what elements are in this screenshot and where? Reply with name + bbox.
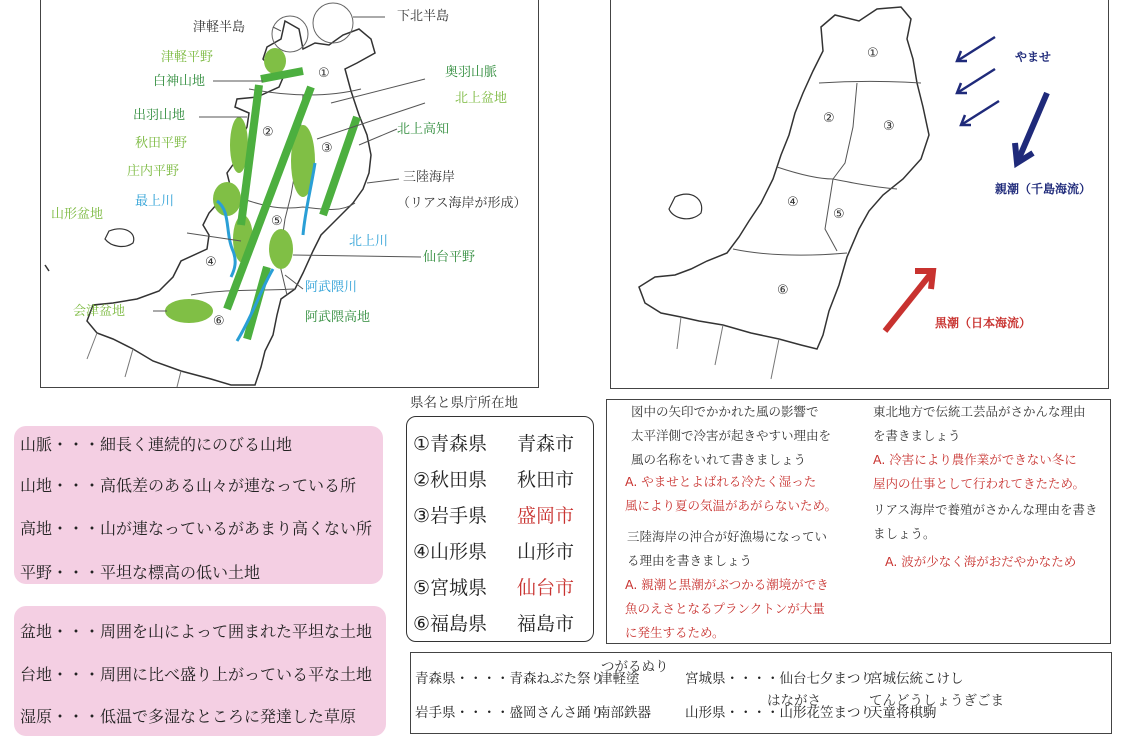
label-sendai-plain: 仙台平野 [423, 250, 476, 265]
pref-name: ①青森県 [413, 433, 488, 455]
label-kuroshio: 黒潮（日本海流） [935, 316, 1032, 330]
answer-yamase: A. やませとよばれる冷たく湿った 風により夏の気温があがらないため。 [625, 474, 838, 513]
ruby-tsugarunuri: つがるぬり [601, 659, 669, 675]
terms-panel-2 [14, 606, 386, 736]
right-map-num-6: ⑥ [777, 283, 789, 298]
pref-name: ⑤宮城県 [413, 577, 488, 599]
left-map-num-3: ③ [321, 141, 333, 156]
label-yamase: やませ [1015, 50, 1052, 64]
festivals-crafts-box [410, 652, 1112, 734]
term-row: 湿原・・・低温で多湿なところに発達した草原 [20, 707, 357, 726]
question-crafts: 東北地方で伝統工芸品がさかんな理由 を書きましょう [873, 404, 1086, 443]
left-map-num-4: ④ [205, 255, 217, 270]
term-row: 高地・・・山が連なっているがあまり高くない所 [20, 519, 373, 538]
answer-aquaculture: A. 波が少なく海がおだやかなため [885, 554, 1077, 569]
pref-capital: 山形市 [517, 541, 575, 563]
label-oyashio: 親潮（千島海流） [995, 182, 1092, 196]
shimokita-peninsula-circle [313, 3, 353, 43]
question-aquaculture: リアス海岸で養殖がさかんな理由を書き ましょう。 [873, 502, 1098, 541]
shonai-plain-mark [213, 182, 241, 216]
right-map-num-3: ③ [883, 119, 895, 134]
label-abukuma-river: 阿武隈川 [305, 280, 358, 295]
label-shimokita-peninsula: 下北半島 [397, 9, 450, 24]
term-row: 台地・・・周囲に比べ盛り上がっている平な土地 [20, 665, 373, 684]
sendai-plain-mark [269, 229, 293, 269]
tsugaru-plain-mark [264, 48, 286, 74]
label-aizu-basin: 会津盆地 [73, 304, 126, 319]
label-abukuma-highlands: 阿武隈高地 [305, 310, 371, 325]
term-row: 山地・・・高低差のある山々が連なっている所 [20, 476, 357, 495]
label-sanriku-coast: 三陸海岸 [403, 170, 456, 185]
label-kitakami-highlands: 北上高知 [397, 122, 450, 137]
ruby-hanagasa: はながさ [767, 693, 821, 709]
right-map-num-2: ② [823, 111, 835, 126]
question-yamase: 図中の矢印でかかれた風の影響で 太平洋側で冷害が起きやすい理由を 風の名称をいれて書きましょう [631, 404, 832, 467]
terms-panel-1 [14, 426, 383, 584]
festival-yamagata: 山形県・・・・山形花笠まつり [685, 705, 874, 721]
question-sanriku: 三陸海岸の沖合が好漁場になってい る理由を書きましょう [627, 529, 828, 568]
left-map-num-2: ② [262, 125, 274, 140]
label-akita-plain: 秋田平野 [135, 136, 188, 151]
label-dewa-mountains: 出羽山地 [133, 108, 186, 123]
oyashio-arrow [1015, 93, 1047, 163]
right-map-num-4: ④ [787, 195, 799, 210]
pref-capital: 福島市 [517, 613, 575, 635]
aizu-basin-mark [165, 299, 213, 323]
pref-capital: 秋田市 [517, 469, 575, 491]
festival-iwate: 岩手県・・・・盛岡さんさ踊り [415, 705, 604, 721]
craft-nanbu-tekki: 南部鉄器 [597, 705, 651, 721]
right-map-num-5: ⑤ [833, 207, 845, 222]
pref-name: ⑥福島県 [413, 613, 488, 635]
label-sanriku-note: （リアス海岸が形成） [397, 196, 527, 211]
craft-tsugarunuri: 津軽塗 [599, 671, 640, 687]
pref-name: ②秋田県 [413, 469, 488, 491]
label-mogami-river: 最上川 [135, 194, 175, 209]
label-ou-mountains: 奥羽山脈 [445, 65, 498, 80]
right-map-num-1: ① [867, 46, 879, 61]
left-map-frame [40, 0, 539, 388]
pref-name: ③岩手県 [413, 505, 488, 527]
craft-miyagi-kokeshi: 宮城伝統こけし [869, 671, 964, 687]
answer-sanriku: A. 親潮と黒潮がぶつかる潮境ができ 魚のえさとなるプランクトンが大量 に発生するため。 [625, 577, 829, 640]
label-kitakami-basin: 北上盆地 [455, 91, 508, 106]
kuroshio-arrow [885, 271, 933, 331]
pref-capital: 青森市 [517, 433, 575, 455]
label-tsugaru-peninsula: 津軽半島 [193, 20, 246, 35]
label-shonai-plain: 庄内平野 [127, 164, 180, 179]
right-map-frame [610, 0, 1109, 389]
festival-aomori: 青森県・・・・青森ねぶた祭り [415, 671, 604, 687]
ruby-tendou-shougigoma: てんどうしょうぎごま [869, 693, 1004, 709]
term-row: 平野・・・平坦な標高の低い土地 [20, 563, 261, 582]
left-map-num-1: ① [318, 66, 330, 81]
pref-capital-highlight: 盛岡市 [517, 505, 575, 527]
pref-capital-highlight: 仙台市 [517, 577, 575, 599]
pref-name: ④山形県 [413, 541, 488, 563]
questions-box [606, 399, 1111, 644]
label-kitakami-river: 北上川 [349, 234, 389, 249]
left-map-num-5: ⑤ [271, 214, 283, 229]
label-yamagata-basin: 山形盆地 [51, 207, 104, 222]
label-shirakami-mountains: 白神山地 [153, 74, 206, 89]
left-map-num-6: ⑥ [213, 314, 225, 329]
term-row: 盆地・・・周囲を山によって囲まれた平坦な土地 [20, 622, 373, 641]
answer-crafts: A. 冷害により農作業ができない冬に 屋内の仕事として行われてきたため。 [873, 452, 1086, 491]
label-tsugaru-plain: 津軽平野 [161, 50, 214, 65]
prefectures-title: 県名と県庁所在地 [410, 395, 518, 411]
tohoku-relief-map [41, 0, 538, 387]
festival-miyagi: 宮城県・・・・仙台七夕まつり [685, 671, 874, 687]
term-row: 山脈・・・細長く連続的にのびる山地 [20, 435, 293, 454]
prefectures-box [406, 416, 594, 642]
craft-tendou-shougi: 天童将棋駒 [869, 705, 937, 721]
